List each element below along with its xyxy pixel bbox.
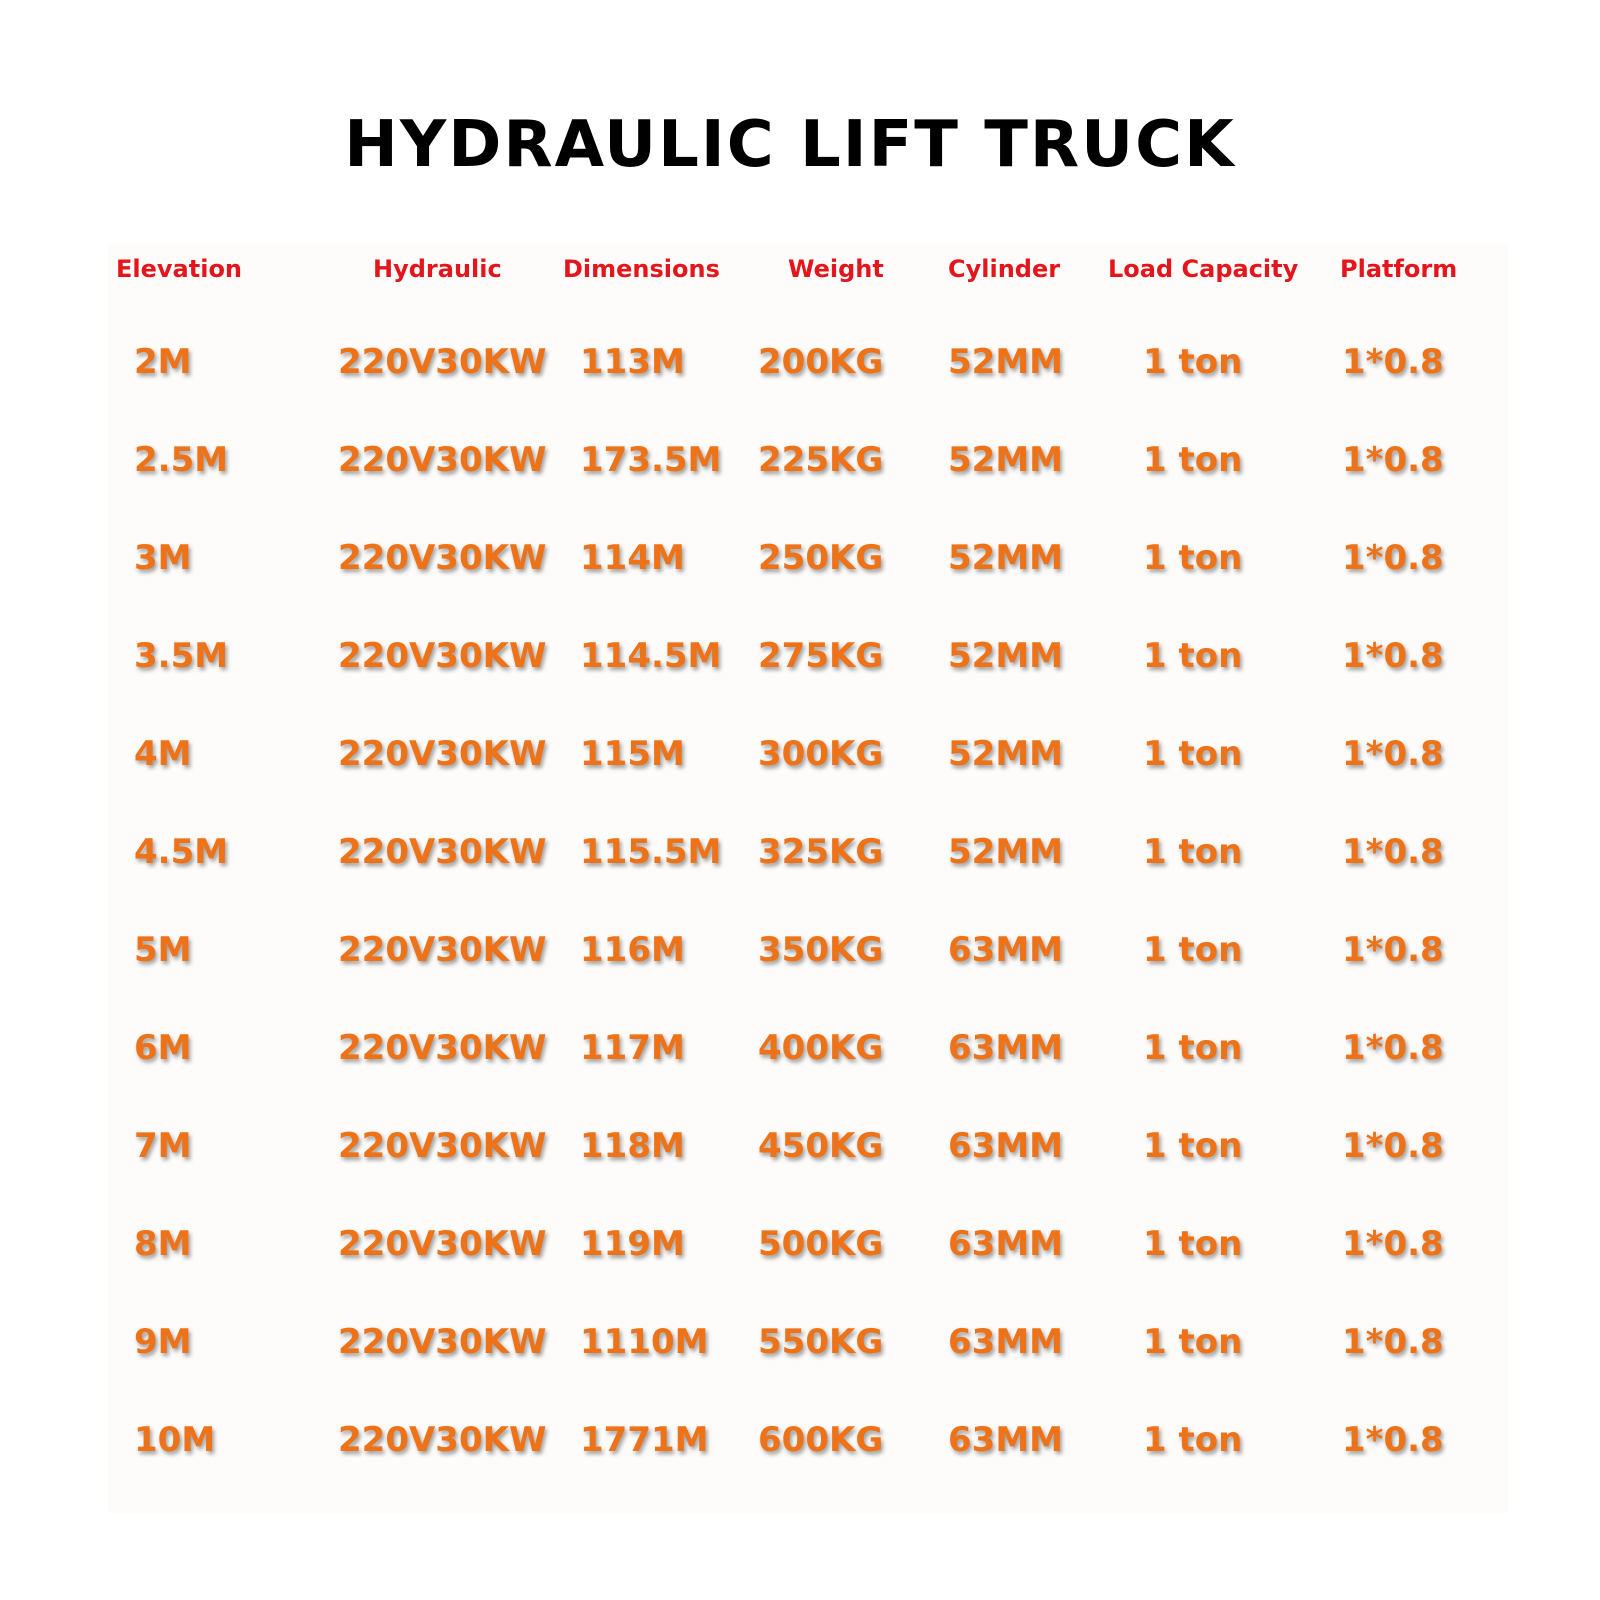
cell-weight: 350KG [758,930,884,970]
header-dimensions: Dimensions [563,255,720,283]
spec-table [108,243,1508,1513]
cell-dimensions: 115M [580,734,685,774]
cell-platform: 1*0.8 [1342,342,1444,382]
cell-load-capacity: 1 ton [1143,1224,1243,1264]
cell-platform: 1*0.8 [1342,1322,1444,1362]
cell-cylinder: 52MM [948,734,1063,774]
cell-weight: 225KG [758,440,884,480]
header-cylinder: Cylinder [948,255,1061,283]
cell-load-capacity: 1 ton [1143,538,1243,578]
cell-hydraulic: 220V30KW [338,1420,547,1460]
cell-hydraulic: 220V30KW [338,636,547,676]
cell-platform: 1*0.8 [1342,440,1444,480]
cell-hydraulic: 220V30KW [338,1322,547,1362]
cell-dimensions: 118M [580,1126,685,1166]
cell-weight: 600KG [758,1420,884,1460]
cell-platform: 1*0.8 [1342,1420,1444,1460]
page-title: HYDRAULIC LIFT TRUCK [344,108,1236,182]
cell-weight: 450KG [758,1126,884,1166]
cell-dimensions: 113M [580,342,685,382]
cell-cylinder: 63MM [948,1322,1063,1362]
cell-hydraulic: 220V30KW [338,1028,547,1068]
cell-load-capacity: 1 ton [1143,342,1243,382]
cell-hydraulic: 220V30KW [338,734,547,774]
cell-elevation: 4M [134,734,192,774]
cell-cylinder: 52MM [948,636,1063,676]
cell-hydraulic: 220V30KW [338,930,547,970]
cell-platform: 1*0.8 [1342,930,1444,970]
header-load-capacity: Load Capacity [1108,255,1299,283]
cell-cylinder: 52MM [948,832,1063,872]
cell-weight: 275KG [758,636,884,676]
cell-elevation: 3.5M [134,636,229,676]
cell-dimensions: 1110M [580,1322,709,1362]
cell-platform: 1*0.8 [1342,734,1444,774]
cell-platform: 1*0.8 [1342,1224,1444,1264]
cell-dimensions: 173.5M [580,440,722,480]
cell-weight: 550KG [758,1322,884,1362]
cell-platform: 1*0.8 [1342,832,1444,872]
cell-elevation: 7M [134,1126,192,1166]
header-hydraulic: Hydraulic [373,255,502,283]
header-elevation: Elevation [116,255,243,283]
cell-cylinder: 63MM [948,1028,1063,1068]
cell-elevation: 8M [134,1224,192,1264]
cell-load-capacity: 1 ton [1143,440,1243,480]
cell-weight: 500KG [758,1224,884,1264]
cell-elevation: 9M [134,1322,192,1362]
header-weight: Weight [788,255,884,283]
cell-weight: 200KG [758,342,884,382]
cell-elevation: 2M [134,342,192,382]
cell-cylinder: 52MM [948,342,1063,382]
cell-cylinder: 63MM [948,1126,1063,1166]
cell-dimensions: 1771M [580,1420,709,1460]
cell-cylinder: 63MM [948,930,1063,970]
cell-hydraulic: 220V30KW [338,538,547,578]
cell-dimensions: 116M [580,930,685,970]
cell-weight: 325KG [758,832,884,872]
cell-cylinder: 63MM [948,1224,1063,1264]
header-platform: Platform [1340,255,1458,283]
cell-elevation: 2.5M [134,440,229,480]
cell-weight: 400KG [758,1028,884,1068]
cell-elevation: 5M [134,930,192,970]
cell-platform: 1*0.8 [1342,1028,1444,1068]
cell-load-capacity: 1 ton [1143,1028,1243,1068]
cell-load-capacity: 1 ton [1143,1126,1243,1166]
cell-hydraulic: 220V30KW [338,1224,547,1264]
cell-dimensions: 114M [580,538,685,578]
cell-load-capacity: 1 ton [1143,1420,1243,1460]
cell-load-capacity: 1 ton [1143,636,1243,676]
cell-weight: 250KG [758,538,884,578]
cell-hydraulic: 220V30KW [338,440,547,480]
cell-hydraulic: 220V30KW [338,832,547,872]
cell-elevation: 6M [134,1028,192,1068]
cell-hydraulic: 220V30KW [338,1126,547,1166]
cell-load-capacity: 1 ton [1143,734,1243,774]
cell-elevation: 10M [134,1420,216,1460]
cell-platform: 1*0.8 [1342,1126,1444,1166]
cell-load-capacity: 1 ton [1143,1322,1243,1362]
cell-hydraulic: 220V30KW [338,342,547,382]
cell-platform: 1*0.8 [1342,538,1444,578]
cell-dimensions: 119M [580,1224,685,1264]
cell-weight: 300KG [758,734,884,774]
cell-platform: 1*0.8 [1342,636,1444,676]
cell-dimensions: 114.5M [580,636,722,676]
cell-cylinder: 52MM [948,440,1063,480]
cell-elevation: 4.5M [134,832,229,872]
cell-load-capacity: 1 ton [1143,832,1243,872]
cell-elevation: 3M [134,538,192,578]
cell-cylinder: 52MM [948,538,1063,578]
cell-load-capacity: 1 ton [1143,930,1243,970]
cell-dimensions: 117M [580,1028,685,1068]
cell-cylinder: 63MM [948,1420,1063,1460]
cell-dimensions: 115.5M [580,832,722,872]
